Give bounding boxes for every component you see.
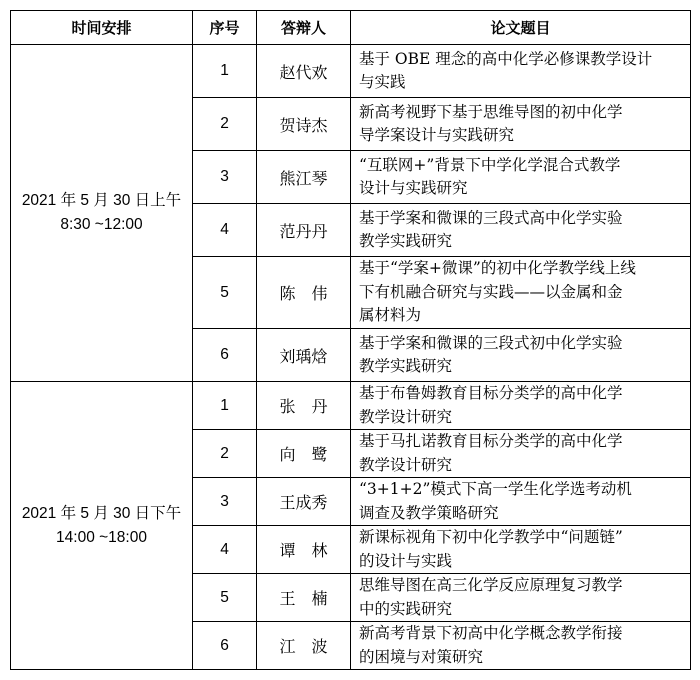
row-title (351, 478, 691, 526)
title-line: 新课标视角下初中化学教学中“问题链” (359, 528, 623, 546)
title-line: 基于布鲁姆教育目标分类学的高中化学 (359, 384, 623, 402)
row-title (351, 574, 691, 622)
title-line: 设计与实践研究 (359, 179, 468, 197)
title-line: 与实践 (359, 73, 406, 91)
header-title: 论文题目 (351, 11, 691, 45)
session-date: 2021 年 5 月 30 日下午 (21, 504, 182, 522)
session-hours: 14:00 ~18:00 (56, 528, 147, 546)
row-no: 4 (193, 526, 257, 574)
title-line: 教学实践研究 (359, 232, 453, 250)
row-no: 1 (193, 382, 257, 430)
row-no: 4 (193, 204, 257, 257)
row-defender: 熊江琴 (257, 151, 351, 204)
row-title (351, 204, 691, 257)
row-title (351, 526, 691, 574)
row-no: 2 (193, 430, 257, 478)
row-no: 6 (193, 329, 257, 382)
row-defender: 王成秀 (257, 478, 351, 526)
header-row (11, 11, 691, 45)
title-line: 新高考视野下基于思维导图的初中化学 (359, 102, 623, 121)
title-line: “3+1+2”模式下高一学生化学选考动机 (359, 480, 632, 498)
defense-schedule-table (10, 10, 691, 670)
row-defender: 江 波 (257, 622, 351, 670)
row-title (351, 329, 691, 382)
row-title (351, 382, 691, 430)
row-no: 5 (193, 574, 257, 622)
title-line: 调查及教学策略研究 (359, 503, 499, 522)
title-line: “互联网+”背景下中学化学混合式教学 (359, 155, 621, 174)
title-line: 基于 OBE 理念的高中化学必修课教学设计 (359, 49, 653, 68)
row-no: 2 (193, 98, 257, 151)
header-no: 序号 (193, 11, 257, 45)
session-hours: 8:30 ~12:00 (60, 216, 143, 233)
row-title (351, 257, 691, 329)
table-row (11, 382, 691, 430)
row-defender: 向 鹭 (257, 430, 351, 478)
row-no: 3 (193, 478, 257, 526)
row-no: 1 (193, 45, 257, 98)
session-date: 2021 年 5 月 30 日上午 (21, 192, 182, 209)
row-defender: 贺诗杰 (257, 98, 351, 151)
row-no: 6 (193, 622, 257, 670)
title-line: 新高考背景下初高中化学概念教学衔接 (359, 624, 623, 642)
row-defender: 张 丹 (257, 382, 351, 430)
title-line: 基于马扎诺教育目标分类学的高中化学 (359, 432, 623, 450)
row-defender: 谭 林 (257, 526, 351, 574)
row-title (351, 151, 691, 204)
title-line: 的困境与对策研究 (359, 647, 484, 666)
title-line: 属材料为 (359, 306, 422, 325)
row-title (351, 430, 691, 478)
row-title (351, 622, 691, 670)
row-defender: 范丹丹 (257, 204, 351, 257)
table-row (11, 45, 691, 98)
row-defender: 赵代欢 (257, 45, 351, 98)
title-line: 导学案设计与实践研究 (359, 126, 515, 144)
title-line: 的设计与实践 (359, 551, 453, 570)
row-no: 5 (193, 257, 257, 329)
header-defender: 答辩人 (257, 11, 351, 45)
title-line: 教学设计研究 (359, 455, 453, 474)
session-time-afternoon (11, 382, 193, 670)
row-title (351, 98, 691, 151)
row-defender: 陈 伟 (257, 257, 351, 329)
row-defender: 王 楠 (257, 574, 351, 622)
header-time: 时间安排 (11, 11, 193, 45)
title-line: 基于“学案+微课”的初中化学教学线上线 (359, 259, 636, 278)
title-line: 基于学案和微课的三段式初中化学实验 (359, 333, 623, 352)
title-line: 下有机融合研究与实践——以金属和金 (359, 282, 623, 301)
title-line: 思维导图在高三化学反应原理复习教学 (359, 576, 623, 594)
row-title (351, 45, 691, 98)
title-line: 中的实践研究 (359, 599, 453, 618)
title-line: 教学设计研究 (359, 407, 453, 426)
title-line: 教学实践研究 (359, 357, 453, 375)
title-line: 基于学案和微课的三段式高中化学实验 (359, 208, 623, 227)
row-no: 3 (193, 151, 257, 204)
session-time-morning (11, 45, 193, 382)
row-defender: 刘瑀焓 (257, 329, 351, 382)
